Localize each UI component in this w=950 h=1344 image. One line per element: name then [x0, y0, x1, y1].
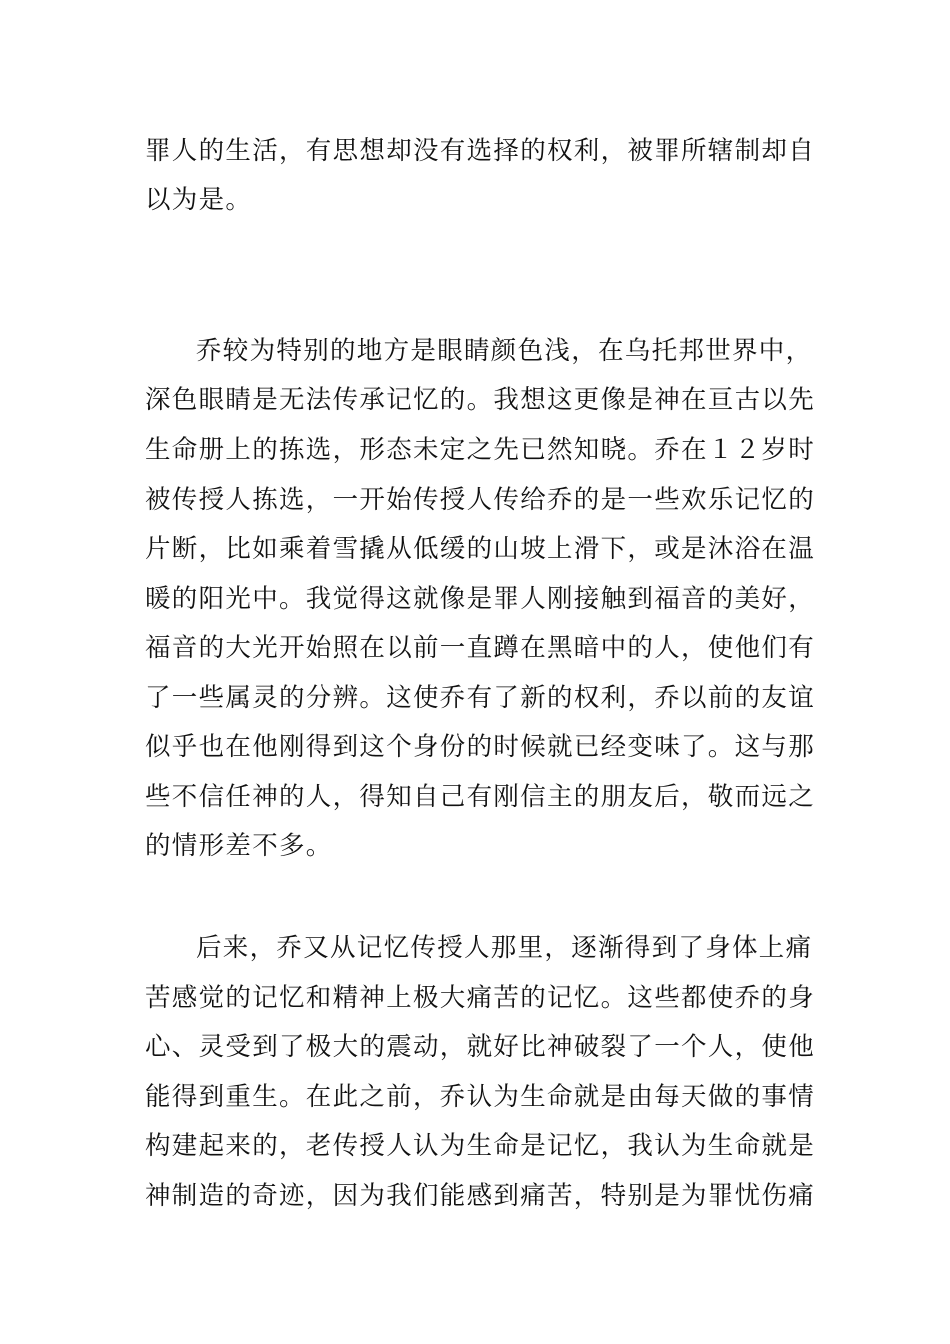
paragraph-2-line-3: 生命册上的拣选，形态未定之先已然知晓。乔在１２岁时 — [145, 435, 816, 465]
paragraph-2-line-8: 了一些属灵的分辨。这使乔有了新的权利，乔以前的友谊 — [145, 683, 816, 713]
paragraph-3-line-4: 能得到重生。在此之前，乔认为生命就是由每天做的事情 — [145, 1082, 816, 1112]
paragraph-2-line-6: 暖的阳光中。我觉得这就像是罪人刚接触到福音的美好， — [145, 584, 816, 614]
paragraph-2-line-1: 乔较为特别的地方是眼睛颜色浅，在乌托邦世界中， — [196, 336, 813, 366]
paragraph-1-line-2: 以为是。 — [145, 185, 253, 215]
paragraph-2-line-9: 似乎也在他刚得到这个身份的时候就已经变味了。这与那 — [145, 732, 816, 762]
paragraph-2-line-4: 被传授人拣选，一开始传授人传给乔的是一些欢乐记忆的 — [145, 485, 816, 515]
paragraph-3-line-6: 神制造的奇迹，因为我们能感到痛苦，特别是为罪忧伤痛 — [145, 1181, 816, 1211]
paragraph-3-line-1: 后来，乔又从记忆传授人那里，逐渐得到了身体上痛 — [196, 933, 813, 963]
paragraph-2-line-2: 深色眼睛是无法传承记忆的。我想这更像是神在亘古以先 — [145, 385, 816, 415]
paragraph-2-line-5: 片断，比如乘着雪撬从低缓的山坡上滑下，或是沐浴在温 — [145, 534, 816, 564]
paragraph-3-line-5: 构建起来的，老传授人认为生命是记忆，我认为生命就是 — [145, 1131, 816, 1161]
paragraph-3-line-2: 苦感觉的记忆和精神上极大痛苦的记忆。这些都使乔的身 — [145, 983, 816, 1013]
paragraph-3-line-3: 心、灵受到了极大的震动，就好比神破裂了一个人，使他 — [145, 1032, 816, 1062]
paragraph-2-line-7: 福音的大光开始照在以前一直蹲在黑暗中的人，使他们有 — [145, 633, 816, 663]
paragraph-2-line-10: 些不信任神的人，得知自己有刚信主的朋友后，敬而远之 — [145, 782, 816, 812]
paragraph-1-line-1: 罪人的生活，有思想却没有选择的权利，被罪所辖制却自 — [145, 136, 816, 166]
paragraph-2-line-11: 的情形差不多。 — [145, 831, 333, 861]
